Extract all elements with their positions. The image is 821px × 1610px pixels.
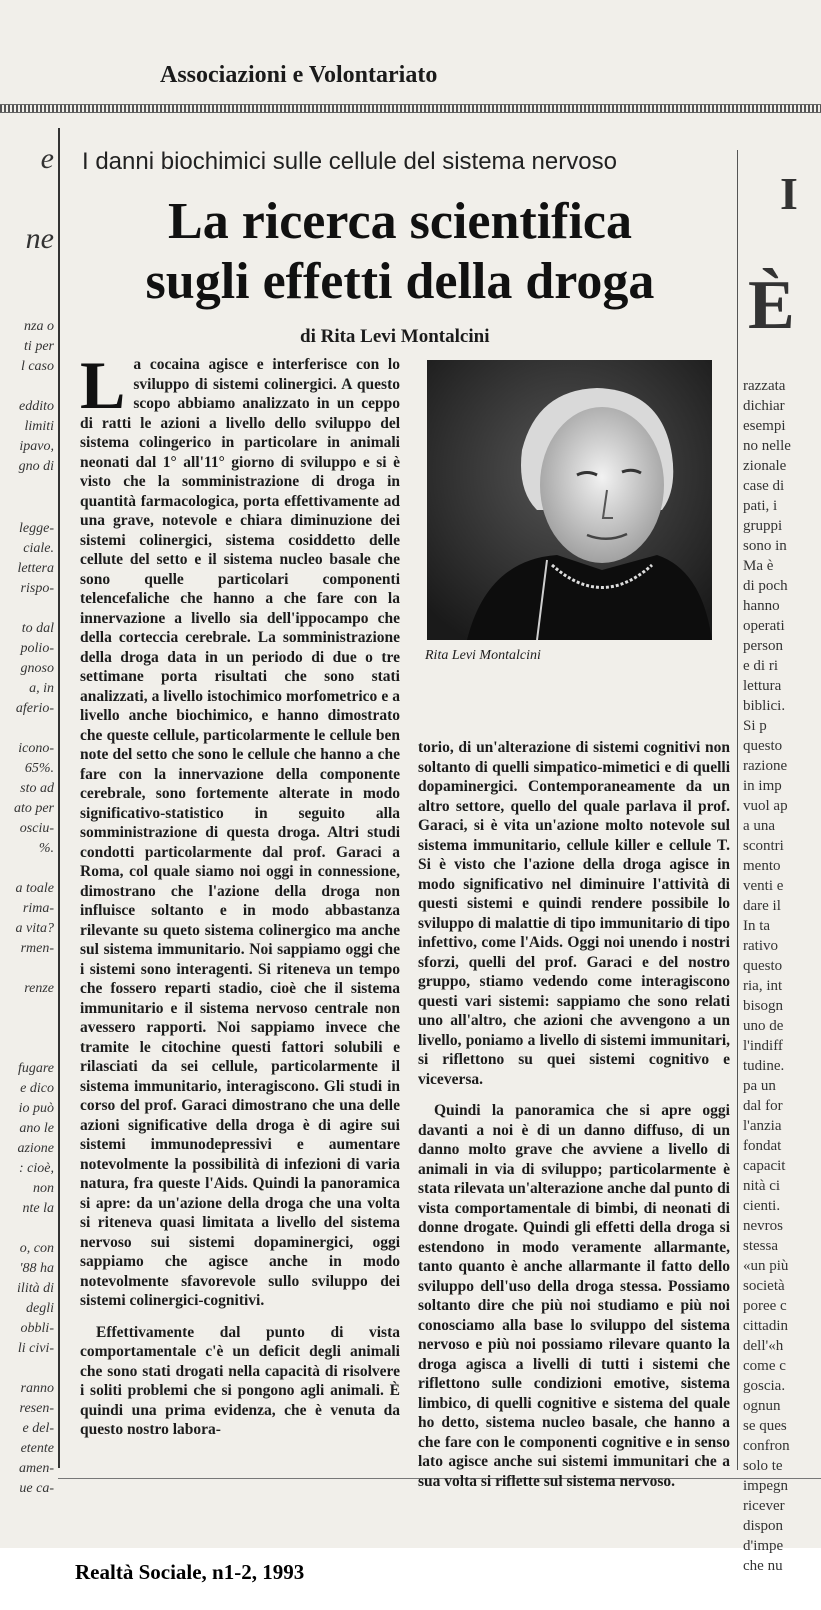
fragment-line: 65%. <box>24 761 54 776</box>
fragment-line: mento <box>743 858 781 874</box>
fragment-line: goscia. <box>743 1378 786 1394</box>
fragment-line: polio- <box>20 641 54 656</box>
fragment-line: e del- <box>22 1421 54 1436</box>
fragment-line: Ma è <box>743 558 774 574</box>
fragment-line: to dal <box>21 621 54 636</box>
fragment-line: ano le <box>19 1121 54 1136</box>
fragment-line: nità ci <box>743 1178 781 1194</box>
fragment-line: pa un <box>743 1078 776 1094</box>
fragment-line: o, con <box>19 1241 54 1256</box>
fragment-line: '88 ha <box>19 1261 54 1276</box>
article-column-1 <box>80 347 400 1470</box>
fragment-line: e di ri <box>743 658 778 674</box>
section-title: Associazioni e Volontariato <box>160 62 438 88</box>
fragment-line: razione <box>743 758 788 774</box>
fragment-line: confron <box>743 1438 790 1454</box>
fragment-line: io può <box>18 1101 54 1116</box>
fragment-line: amen- <box>19 1461 54 1476</box>
fragment-line: bisogn <box>743 998 784 1014</box>
fragment-line: poree c <box>743 1298 787 1314</box>
paragraph <box>80 347 400 1311</box>
fragment-line: d'impe <box>743 1538 784 1554</box>
fragment-line: rispo- <box>20 581 54 596</box>
fragment-line: gno di <box>18 459 54 474</box>
fragment-line: questo <box>743 958 783 974</box>
fragment-line: resen- <box>19 1401 54 1416</box>
fragment-line: impegn <box>743 1478 788 1494</box>
fragment-line: icono- <box>18 741 54 756</box>
fragment-line: venti e <box>743 878 784 894</box>
fragment-line: «un più <box>743 1258 789 1274</box>
fragment-line: a vita? <box>15 921 54 936</box>
fragment-line: rativo <box>743 938 778 954</box>
fragment-line: : cioè, <box>19 1161 54 1176</box>
fragment-line: operati <box>743 618 785 634</box>
fragment-line: l'indiff <box>743 1038 783 1054</box>
fragment-line: tudine. <box>743 1058 785 1074</box>
fragment-line: cienti. <box>743 1198 781 1214</box>
fragment-line: e dico <box>20 1081 54 1096</box>
fragment-line: dal for <box>743 1098 783 1114</box>
fragment-line: scontri <box>743 838 784 854</box>
fragment-line: solo te <box>743 1458 783 1474</box>
fragment-line: rima- <box>22 901 54 916</box>
headline-line-2: sugli effetti della droga <box>145 253 655 310</box>
column-divider-right <box>737 150 738 1470</box>
fragment-line: l caso <box>20 359 54 374</box>
fragment-line: fugare <box>17 1061 54 1076</box>
fragment-line: hanno <box>743 598 780 614</box>
fragment-line: ricever <box>743 1498 785 1514</box>
fragment-line: dare il <box>743 898 781 914</box>
paragraph: Quindi la panoramica che si apre oggi davanti a noi è di un danno diffuso, di un danno molto grave che avviene a livello di animali in via di sviluppo; particolarmente è stata rilevata un'alterazione anche dal punto di vista comportamentale di bimbi, di neonati di donne drogate. Quindi gli effetti della droga si estendono in modo veramente allarmante, tanto quanto è anche allarmante il fatto dello sviluppo dell'uso della droga stessa. Possiamo soltanto dire che più noi studiamo e più noi conosciamo alla base lo sviluppo del sistema nervoso e più noi possiamo rilevare quanto la droga agisca a livelli di tutti i sistemi che riflettono sulle condizioni emotive, sistema limbico, di quelli cognitive e sistema del quale ho detto, sistema nucleo basale, che hanno a che fare con le componenti cognitive e in senso lato agisce anche sui sistemi immunitari che a sua volta si riflette sul sistema nervoso. <box>418 1102 730 1490</box>
fragment-line: ue ca- <box>19 1481 54 1496</box>
fragment-line: limiti <box>24 419 54 434</box>
fragment-line: l'anzia <box>743 1118 782 1134</box>
fragment-line: I <box>780 168 798 219</box>
fragment-line: lettura <box>743 678 782 694</box>
fragment-line: nza o <box>24 319 54 334</box>
fragment-line: renze <box>24 981 54 996</box>
fragment-line: pati, i <box>743 498 778 514</box>
fragment-line: come c <box>743 1358 786 1374</box>
fragment-line: stessa <box>743 1238 778 1254</box>
fragment-line: di poch <box>743 578 788 594</box>
fragment-line: ranno <box>20 1381 54 1396</box>
fragment-line: in imp <box>743 778 782 794</box>
article-kicker: I danni biochimici sulle cellule del sistema nervoso <box>82 148 617 175</box>
right-adjacent-column <box>740 150 821 1574</box>
fragment-line: case di <box>743 478 785 494</box>
fragment-line: ti per <box>24 339 54 354</box>
fragment-line: no nelle <box>743 438 791 454</box>
fragment-line: etente <box>20 1441 54 1456</box>
paragraph-text: a cocaina agisce e interferisce con lo sviluppo di sistemi colinergici. A questo scopo abbiamo analizzato in un ceppo di ratti le azioni a livello dello sviluppo del sistema colingerico in particolare in animali neonati dal 1° all'11° giorno di sviluppo e si è visto che la somministrazione di droga in quantità farmacologica, porta effettivamente ad una grave, notevole e chiara diminuzione dei sistemi colinergici, sistema cosiddetto delle cellute del setto e il sistema nucleo basale che sono quelle particolari componenti telencefaliche che hanno a che fare con la innervazione a livello sia dell'ippocampo che della corteccia cerebrale. La somministrazione della droga data in un periodo di due o tre settimane porta risultati che sono stati analizzati, a livello istochimico morfometrico e a livello anche biochimico, e hanno dimostrato che queste cellule, particolarmente le cellule ben note del setto che sono le cellule che hanno a che fare con la innervazione della componente cerebrale, sono fortemente alterate in modo significativo-statistico in seguito alla somministrazione di questa droga. Altri studi condotti particolarmente dal prof. Garaci a Roma, col quale siamo noi oggi in connessione, dimostrano che l'azione della droga non influisce soltanto e in modo abbastanza rilevante su queto sistema colinergico ma anche sul sistema immunitario. Noi sappiamo oggi che i sistemi sono interagenti. Si riteneva un tempo che fossero reparti stadio, cioè che il sistema immunitario e il sistema nervoso centrale non avessero rapporti. Noi sappiamo invece che tramite le citochine questi fattori solubili e rilasciati da sei cellule, particolarmente il sistema immunitario, interagiscono. Gli studi in corso del prof. Garaci dimostrano che una delle azioni significative della droga è di agire sui sistemi immunodepressivi e aumentare notevolmente la possibilità di infezioni di varia natura, fra queste l'Aids. Quindi la panoramica si apre: da un'azione della droga che una volta si riteneva quasi limitata a livello del sistema nervoso sui sistemi dopaminergici, oggi sappiamo che agisce anche in modo notevolmente sfavorevole sullo sviluppo dei sistemi colinergici-cognitivi. <box>80 356 400 1309</box>
article-byline: di Rita Levi Montalcini <box>300 326 490 347</box>
fragment-line: dichiar <box>743 398 785 414</box>
fragment-line: società <box>743 1278 785 1294</box>
fragment-line: nevros <box>743 1218 783 1234</box>
fragment-line: Si p <box>743 718 767 734</box>
fragment-line: vuol ap <box>743 798 788 814</box>
fragment-line: %. <box>38 841 54 856</box>
fragment-line: zionale <box>743 458 787 474</box>
fragment-line: legge- <box>19 521 54 536</box>
fragment-line: a una <box>743 818 776 834</box>
drop-cap: L <box>80 347 126 423</box>
article-headline <box>70 192 730 312</box>
fragment-line: nte la <box>22 1201 54 1216</box>
fragment-line: degli <box>26 1301 54 1316</box>
column-divider-left <box>58 128 60 1468</box>
fragment-line: ilità di <box>17 1281 54 1296</box>
fragment-line: questo <box>743 738 783 754</box>
fragment-line: aferio- <box>15 701 54 716</box>
photo-caption: Rita Levi Montalcini <box>425 648 541 663</box>
fragment-line: obbli- <box>20 1321 54 1336</box>
fragment-line: dell'«h <box>743 1338 784 1354</box>
fragment-line: rmen- <box>20 941 54 956</box>
fragment-line: In ta <box>743 918 771 934</box>
fragment-line: È <box>748 267 795 344</box>
fragment-line: sono in <box>743 538 787 554</box>
fragment-line: biblici. <box>743 698 786 714</box>
fragment-line: eddito <box>19 399 54 414</box>
source-citation: Realtà Sociale, n1-2, 1993 <box>75 1560 305 1584</box>
fragment-line: dispon <box>743 1518 784 1534</box>
fragment-line: ne <box>25 222 54 255</box>
fragment-line: fondat <box>743 1138 782 1154</box>
fragment-line: ognun <box>743 1398 781 1414</box>
fragment-line: che nu <box>743 1558 783 1574</box>
fragment-line: e <box>40 142 54 175</box>
fragment-line: ria, int <box>743 978 783 994</box>
fragment-line: li civi- <box>17 1341 54 1356</box>
fragment-line: gnoso <box>20 661 54 676</box>
fragment-line: esempi <box>743 418 786 434</box>
fragment-line: a toale <box>15 881 54 896</box>
fragment-line: osciu- <box>19 821 54 836</box>
article-column-2 <box>418 738 730 1490</box>
paragraph: Effettivamente dal punto di vista comportamentale c'è un deficit degli animali che sono stati drogati nella capacità di risolvere i soliti problemi che si pongono agli animali. È quindi una prima evidenza, che è venuta da questo nostro labora- <box>80 1323 400 1438</box>
portrait-image <box>427 360 712 640</box>
fragment-line: ato per <box>13 801 54 816</box>
fragment-line: capacit <box>743 1158 786 1174</box>
fragment-line: sto ad <box>20 781 54 796</box>
portrait-photo <box>427 360 712 640</box>
fragment-line: non <box>33 1181 54 1196</box>
header-rule <box>0 104 821 113</box>
fragment-line: se ques <box>743 1418 787 1434</box>
fragment-line: person <box>743 638 783 654</box>
fragment-line: gruppi <box>743 518 783 534</box>
headline-line-1: La ricerca scientifica <box>168 193 632 250</box>
fragment-line: ciale. <box>23 541 54 556</box>
paragraph: torio, di un'alterazione di sistemi cognitivi non soltanto di quelli simpatico-mimetici e di quelli dopaminergici. Contemporaneamente da un altro settore, quello del quale parlava il prof. Garaci, si è vita un'azione molto notevole sul sistema immunitario, cellule killer e cellule T. Si è visto che l'azione della droga agisce in modo significativo nel diminuire l'attività di questi sistemi e quindi rendere possibile lo sviluppo di malattie di tipo immunitario di tipo infettivo, come l'Aids. Oggi noi unendo i nostri sforzi, quelli del prof. Garaci e del nostro gruppo, stiamo vedendo come interagiscono questi vari sistemi: sappiamo che sono relati uno all'altro, che azioni che avvengono a un livello, poniamo a livello di sistemi immunitari, si riflettono su quei sistemi cognitivo e viceversa. <box>418 739 730 1088</box>
fragment-line: azione <box>17 1141 54 1156</box>
fragment-line: lettera <box>17 561 54 576</box>
fragment-line: razzata <box>743 378 786 394</box>
fragment-line: a, in <box>29 681 54 696</box>
fragment-line: ipavo, <box>19 439 54 454</box>
fragment-line: uno de <box>743 1018 784 1034</box>
fragment-line: cittadin <box>743 1318 788 1334</box>
left-adjacent-column <box>0 120 56 1540</box>
